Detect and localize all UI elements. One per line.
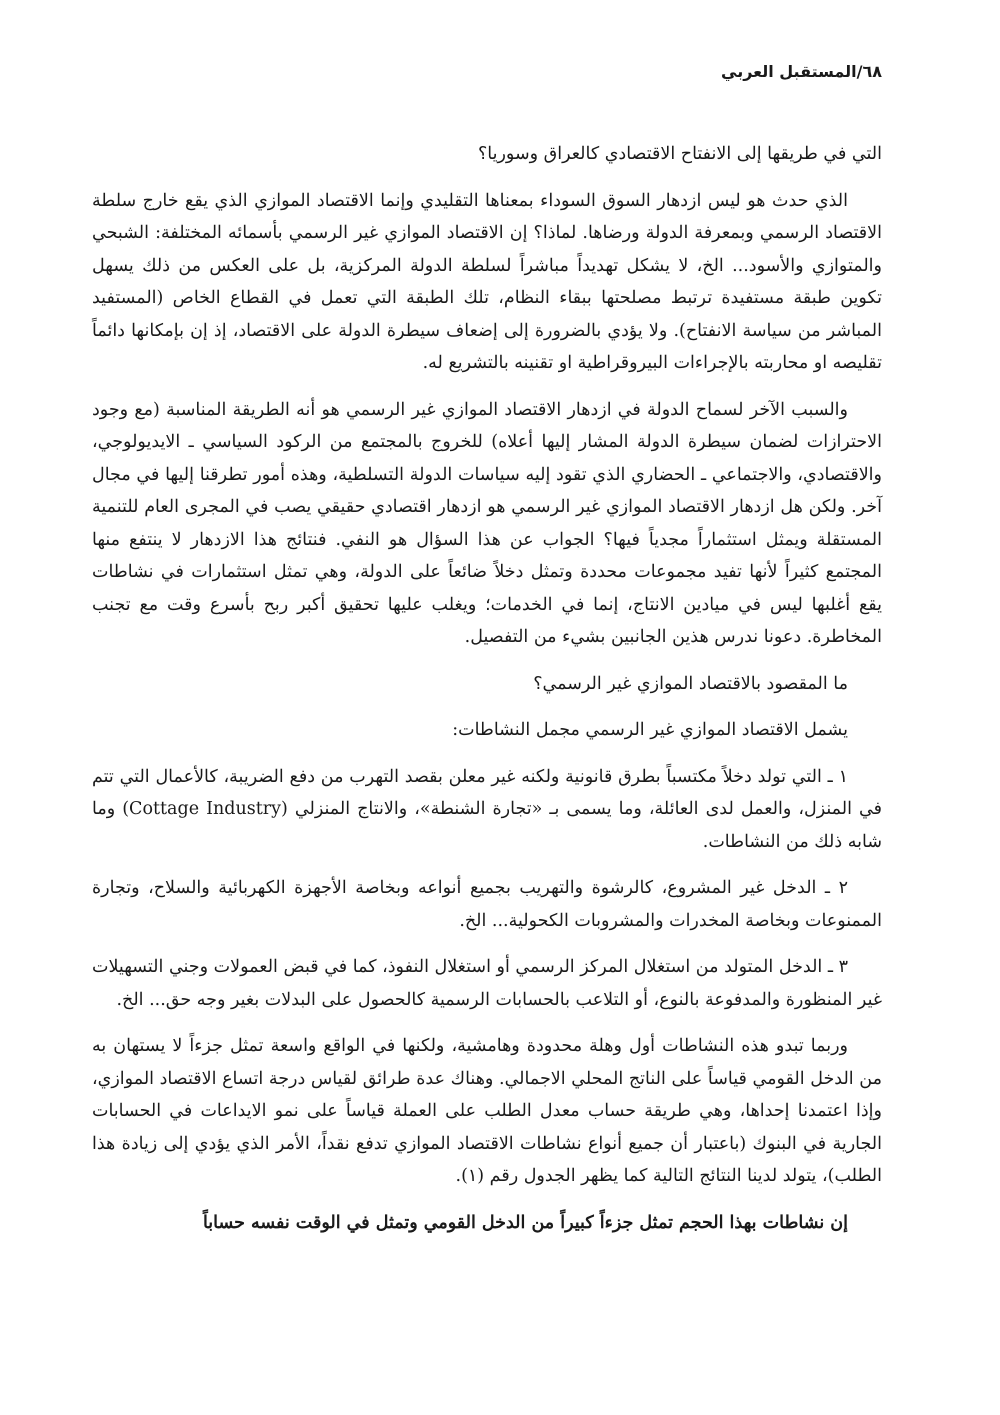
body-text: [92, 138, 882, 1253]
paragraph-other-reason: والسبب الآخر لسماح الدولة في ازدهار الاقتصاد الموازي غير الرسمي هو أنه الطريقة المناسبة (مع وجود الاحترازات لضمان سيطرة الدولة المشار إليها أعلاه) للخروج بالمجتمع من الركود السياسي ـ الايديولوجي، والاقتصادي، والاجتماعي ـ الحضاري الذي تقود إليه سياسات الدولة التسلطية، وهذه أمور تطرقنا إليها في مجال آخر. ولكن هل ازدهار الاقتصاد الموازي غير الرسمي هو ازدهار اقتصادي حقيقي يصب في المجرى العام للتنمية المستقلة ويمثل استثماراً مجدياً فيها؟ الجواب عن هذا السؤال هو النفي. فنتائج هذا الازدهار لا ينتفع منها المجتمع كثيراً لأنها تفيد مجموعات محددة وتمثل دخلاً ضائعاً على الدولة، وهي تمثل استثمارات في نشاطات يقع أغلبها ليس في ميادين الانتاج، إنما في الخدمات؛ ويغلب عليها تحقيق أكبر ربح بأسرع وقت مع تجنب المخاطرة. دعونا ندرس هذين الجانبين بشيء من التفصيل.: [92, 399, 882, 647]
list-item-1-latin-term: (Cottage Industry): [122, 799, 288, 819]
list-intro: يشمل الاقتصاد الموازي غير الرسمي مجمل النشاطات:: [452, 720, 848, 740]
paragraph-continuation: التي في طريقها إلى الانفتاح الاقتصادي كالعراق وسوريا؟: [477, 144, 882, 164]
list-item-1: [92, 761, 882, 859]
list-item-3: ٣ ـ الدخل المتولد من استغلال المركز الرسمي أو استغلال النفوذ، كما في قبض العمولات وجني التسهيلات غير المنظورة والمدفوعة بالنوع، أو التلاعب بالحسابات الرسمية كالحصول على البدلات بغير وجه حق... الخ.: [92, 957, 882, 1010]
list-item-2: ٢ ـ الدخل غير المشروع، كالرشوة والتهريب بجميع أنواعه وبخاصة الأجهزة الكهربائية والسلاح، وتجارة الممنوعات وبخاصة المخدرات والمشروبات الكحولية... الخ.: [92, 878, 882, 931]
list-item-1-text-end: وما شابه ذلك من النشاطات.: [92, 799, 882, 852]
list-item-1-text: ١ ـ التي تولد دخلاً مكتسباً بطرق قانونية ولكنه غير معلن بقصد التهرب من دفع الضريبة، كالأعمال التي تتم في المنزل، والعمل لدى العائلة، وما يسمى بـ «تجارة الشنطة»، والانتاج المنزلي: [92, 766, 882, 819]
paragraph-closing: إن نشاطات بهذا الحجم تمثل جزءاً كبيراً من الدخل القومي وتمثل في الوقت نفسه حساباً: [202, 1212, 848, 1233]
running-head: ٦٨/المستقبل العربي: [721, 62, 882, 81]
paragraph-measurement: وربما تبدو هذه النشاطات أول وهلة محدودة وهامشية، ولكنها في الواقع واسعة تمثل جزءاً لا يستهان به من الدخل القومي قياساً على الناتج المحلي الاجمالي. وهناك عدة طرائق لقياس درجة اتساع الاقتصاد الموازي، وإذا اعتمدنا إحداها، وهي طريقة حساب معدل الطلب على العملة قياساً على نمو الايداعات في الحسابات الجارية في البنوك (باعتبار أن جميع أنواع نشاطات الاقتصاد الموازي تدفع نقداً، الأمر الذي يؤدي إلى زيادة هذا الطلب)، يتولد لدينا النتائج التالية كما يظهر الجدول رقم (١).: [92, 1036, 882, 1186]
question-heading: ما المقصود بالاقتصاد الموازي غير الرسمي؟: [533, 673, 848, 694]
paragraph-parallel-economy: الذي حدث هو ليس ازدهار السوق السوداء بمعناها التقليدي وإنما الاقتصاد الموازي الذي يقع خارج سلطة الاقتصاد الرسمي وبمعرفة الدولة ورضاها. لماذا؟ إن الاقتصاد الموازي غير الرسمي بأسمائه المختلفة: الشبحي والمتوازي والأسود... الخ، لا يشكل تهديداً مباشراً لسلطة الدولة المركزية، بل على العكس من ذلك يسهل تكوين طبقة مستفيدة ترتبط مصلحتها ببقاء النظام، تلك الطبقة التي تعمل في القطاع الخاص (المستفيد المباشر من سياسة الانفتاح). ولا يؤدي بالضرورة إلى إضعاف سيطرة الدولة على الاقتصاد، إذ إن بإمكانها دائماً تقليصه او محاربته بالإجراءات البيروقراطية او تقنينه بالتشريع له.: [92, 190, 882, 373]
